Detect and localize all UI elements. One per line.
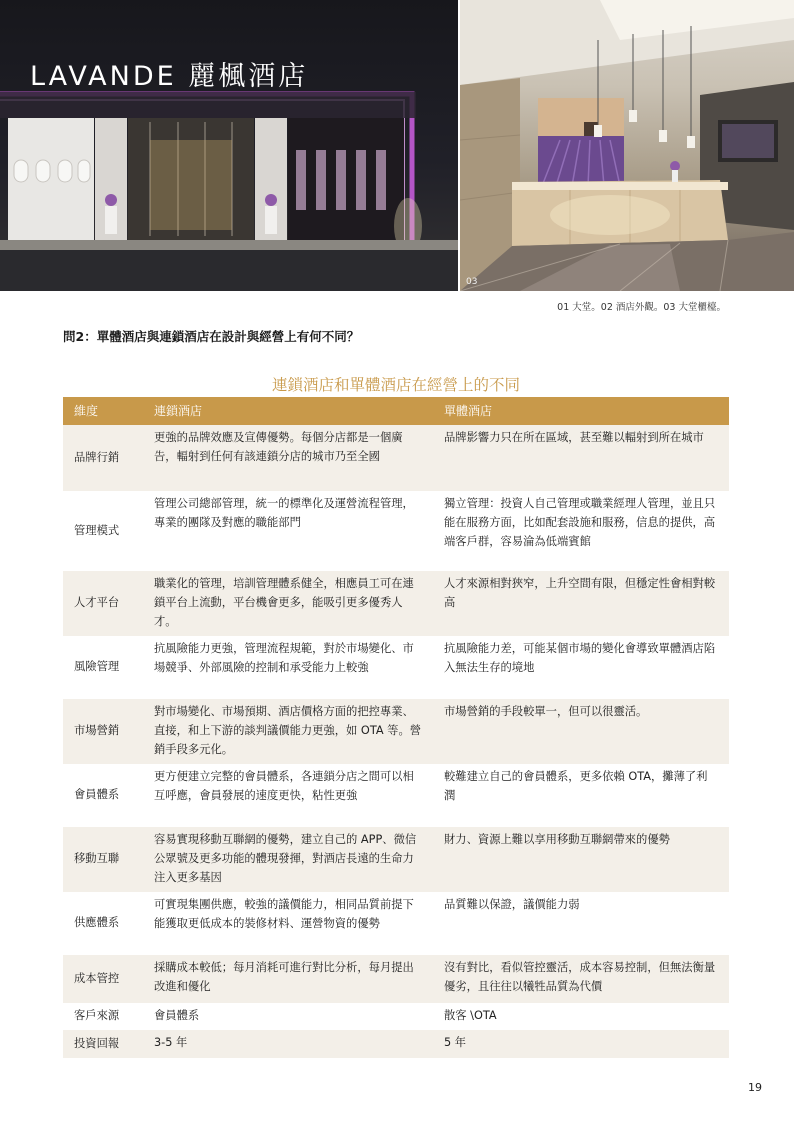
row-single-value: 5 年 (433, 1030, 729, 1058)
row-single-value: 人才來源相對狹窄，上升空間有限，但穩定性會相對較高 (433, 571, 729, 636)
hotel-sign-text: LAVANDE 麗楓酒店 (30, 61, 309, 92)
header-single-hotel: 單體酒店 (433, 397, 729, 425)
row-single-value: 財力、資源上難以享用移動互聯網帶來的優勢 (433, 827, 729, 892)
row-dimension: 會員體系 (63, 764, 143, 827)
table-header-row (63, 397, 729, 425)
row-chain-value: 採購成本較低；每月消耗可進行對比分析，每月提出改進和優化 (143, 955, 433, 1003)
row-chain-value: 更強的品牌效應及宣傳優勢。每個分店都是一個廣告，輻射到任何有該連鎖分店的城市乃至全國 (143, 425, 433, 491)
row-dimension: 品牌行銷 (63, 425, 143, 491)
table-row (63, 425, 729, 491)
row-single-value: 散客 \OTA (433, 1003, 729, 1030)
table-row (63, 699, 729, 764)
row-chain-value: 容易實現移動互聯網的優勢，建立自己的 APP、微信公眾號及更多功能的體現發揮，對酒店長遠的生命力注入更多基因 (143, 827, 433, 892)
row-dimension: 管理模式 (63, 491, 143, 571)
row-single-value: 較難建立自己的會員體系，更多依賴 OTA，攤薄了利潤 (433, 764, 729, 827)
table-row (63, 1003, 729, 1030)
row-single-value: 品質難以保證，議價能力弱 (433, 892, 729, 955)
row-dimension: 成本管控 (63, 955, 143, 1003)
row-chain-value: 管理公司總部管理，統一的標準化及運營流程管理，專業的團隊及對應的職能部門 (143, 491, 433, 571)
row-chain-value: 職業化的管理，培訓管理體系健全，相應員工可在連鎖平台上流動，平台機會更多，能吸引更多優秀人才。 (143, 571, 433, 636)
row-chain-value: 對市場變化、市場預期、酒店價格方面的把控專業、直接，和上下游的談判議價能力更強，如 OTA 等。營銷手段多元化。 (143, 699, 433, 764)
row-single-value: 市場營銷的手段較單一，但可以很靈活。 (433, 699, 729, 764)
row-chain-value: 會員體系 (143, 1003, 433, 1030)
row-dimension: 人才平台 (63, 571, 143, 636)
comparison-table (63, 397, 729, 1058)
table-row (63, 636, 729, 699)
table-title: 連鎖酒店和單體酒店在經營上的不同 (271, 376, 520, 394)
header-dimension: 維度 (63, 397, 143, 425)
table-row (63, 827, 729, 892)
row-single-value: 抗風險能力差，可能某個市場的變化會導致單體酒店陷入無法生存的境地 (433, 636, 729, 699)
photo-strip (0, 0, 794, 291)
hotel-exterior-illustration (0, 0, 458, 291)
table-row (63, 955, 729, 1003)
row-dimension: 市場營銷 (63, 699, 143, 764)
table-row (63, 1030, 729, 1058)
row-single-value: 沒有對比，看似管控靈活，成本容易控制，但無法衡量優劣，且往往以犧牲品質為代價 (433, 955, 729, 1003)
hotel-exterior-photo (0, 0, 458, 291)
table-row (63, 764, 729, 827)
question-heading: 問2：單體酒店與連鎖酒店在設計與經營上有何不同？ (63, 329, 360, 344)
table-row (63, 571, 729, 636)
page-number: 19 (748, 1081, 762, 1094)
row-dimension: 客戶來源 (63, 1003, 143, 1030)
lobby-illustration (460, 0, 794, 291)
row-dimension: 風險管理 (63, 636, 143, 699)
row-chain-value: 更方便建立完整的會員體系，各連鎖分店之間可以相互呼應，會員發展的速度更快，粘性更強 (143, 764, 433, 827)
table-row (63, 491, 729, 571)
image-number: 03 (466, 277, 478, 287)
table-row (63, 892, 729, 955)
row-chain-value: 3-5 年 (143, 1030, 433, 1058)
row-chain-value: 可實現集團供應，較強的議價能力，相同品質前提下能獲取更低成本的裝修材料、運營物資的優勢 (143, 892, 433, 955)
header-chain-hotel: 連鎖酒店 (143, 397, 433, 425)
row-dimension: 投資回報 (63, 1030, 143, 1058)
row-single-value: 獨立管理：投資人自己管理或職業經理人管理，並且只能在服務方面，比如配套設施和服務，信息的提供，高端客戶群，容易淪為低端賓館 (433, 491, 729, 571)
row-single-value: 品牌影響力只在所在區域，甚至難以輻射到所在城市 (433, 425, 729, 491)
lobby-reception-photo (460, 0, 794, 291)
row-chain-value: 抗風險能力更強，管理流程規範，對於市場變化、市場競爭、外部風險的控制和承受能力上較強 (143, 636, 433, 699)
photo-caption: 01 大堂。02 酒店外觀。03 大堂櫃檯。 (557, 302, 726, 313)
row-dimension: 移動互聯 (63, 827, 143, 892)
row-dimension: 供應體系 (63, 892, 143, 955)
